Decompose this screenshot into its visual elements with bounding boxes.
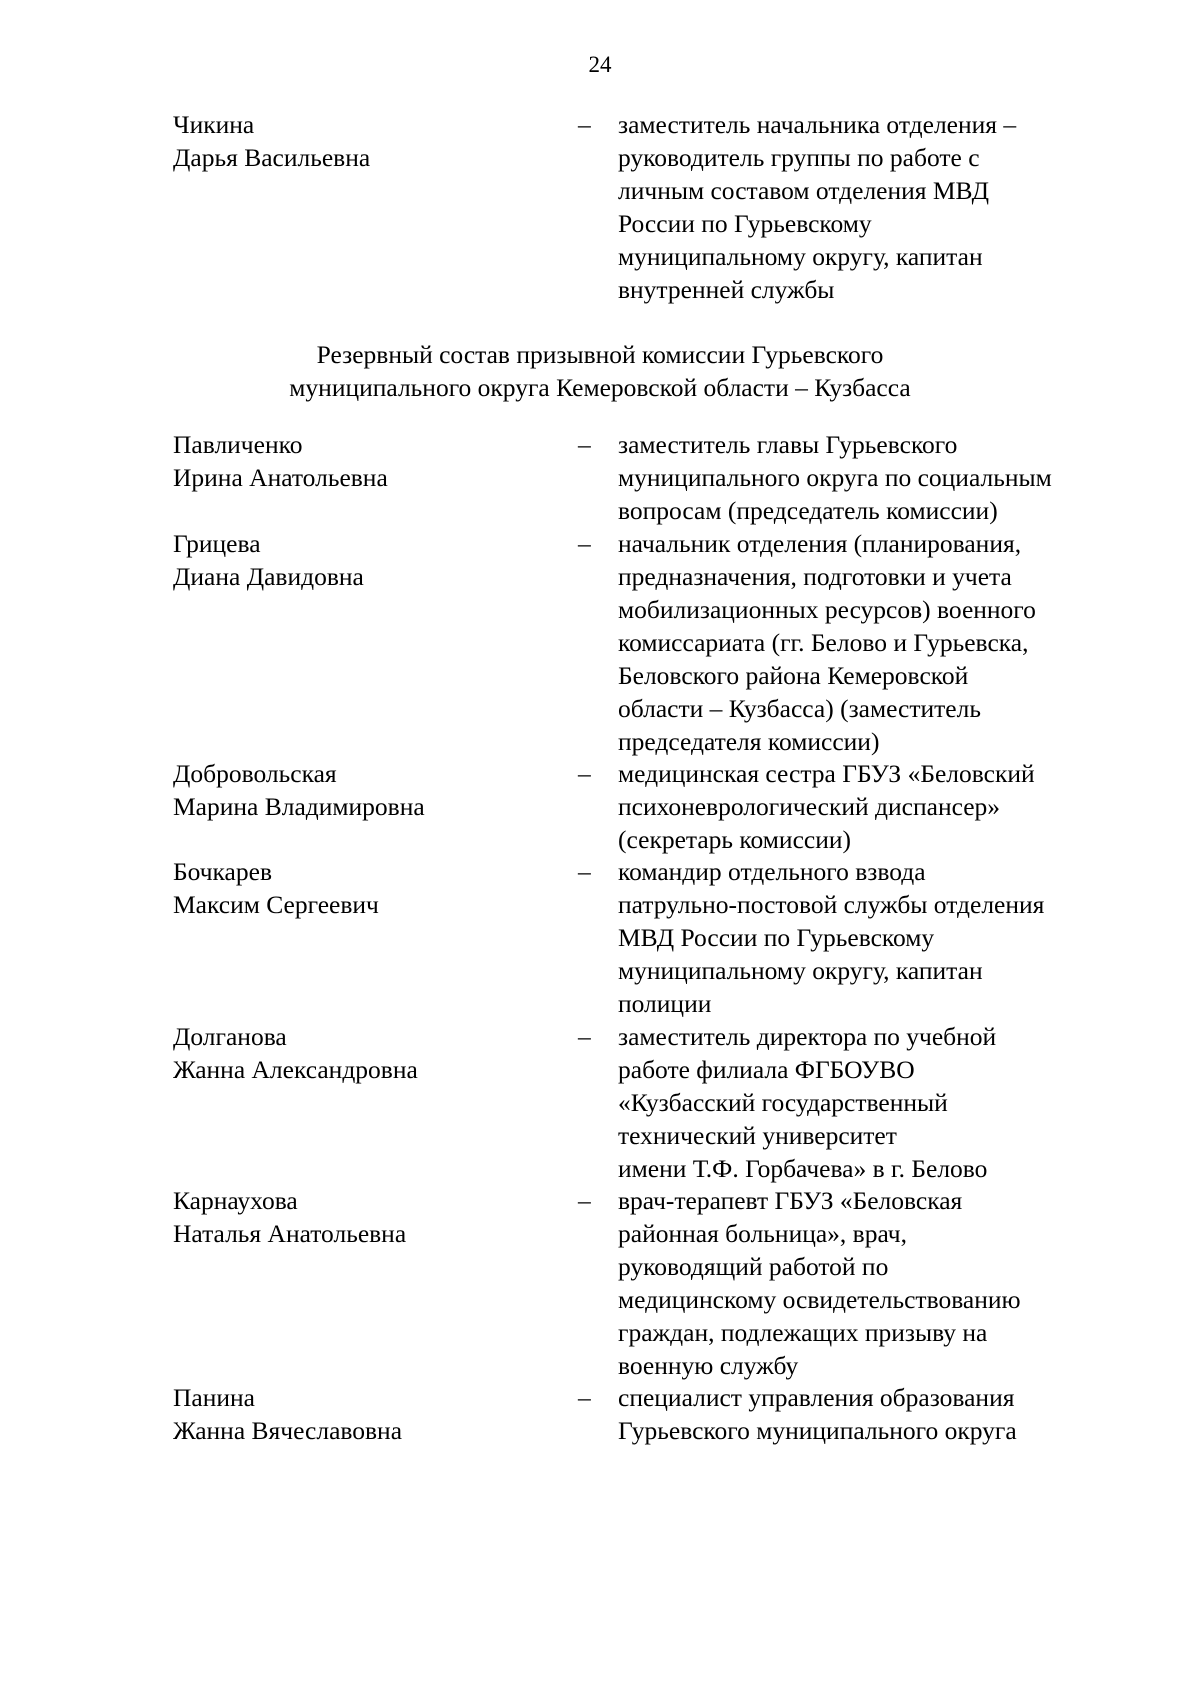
role-line: начальник отделения (планирования,	[618, 529, 1022, 558]
section-heading-line: Резервный состав призывной комиссии Гурьевского	[316, 340, 884, 369]
member-given-name: Дарья Васильевна	[173, 143, 371, 172]
dash-separator: –	[578, 529, 591, 558]
section-heading	[0, 338, 1200, 404]
member-name	[173, 1184, 573, 1250]
role-line: предназначения, подготовки и учета	[618, 562, 1012, 591]
role-line: психоневрологический диспансер»	[618, 792, 1001, 821]
role-line: заместитель директора по учебной	[618, 1022, 997, 1051]
role-line: патрульно-постовой службы отделения	[618, 890, 1045, 919]
member-given-name: Ирина Анатольевна	[173, 463, 388, 492]
role-line: внутренней службы	[618, 275, 835, 304]
role-line: военную службу	[618, 1351, 799, 1380]
role-line: личным составом отделения МВД	[618, 176, 989, 205]
dash-separator: –	[578, 1383, 591, 1412]
role-line: имени Т.Ф. Горбачева» в г. Белово	[618, 1154, 988, 1183]
dash-separator: –	[578, 857, 591, 886]
role-line: муниципальному округу, капитан	[618, 242, 983, 271]
page-number: 24	[588, 52, 612, 77]
role-line: МВД России по Гурьевскому	[618, 923, 935, 952]
member-given-name: Максим Сергеевич	[173, 890, 379, 919]
member-given-name: Марина Владимировна	[173, 792, 425, 821]
role-line: заместитель главы Гурьевского	[618, 430, 958, 459]
dash-separator: –	[578, 759, 591, 788]
role-line: врач-терапевт ГБУЗ «Беловская	[618, 1186, 963, 1215]
role-line: медицинскому освидетельствованию	[618, 1285, 1021, 1314]
member-role	[618, 855, 1118, 1020]
role-line: Гурьевского муниципального округа	[618, 1416, 1017, 1445]
member-surname: Долганова	[173, 1022, 287, 1051]
member-surname: Грицева	[173, 529, 261, 558]
member-name	[173, 108, 573, 174]
role-line: медицинская сестра ГБУЗ «Беловский	[618, 759, 1035, 788]
dash-separator: –	[578, 1186, 591, 1215]
member-surname: Добровольская	[173, 759, 337, 788]
role-line: руководитель группы по работе с	[618, 143, 980, 172]
role-line: командир отдельного взвода	[618, 857, 926, 886]
section-heading-line: муниципального округа Кемеровской области – Кузбасса	[289, 373, 911, 402]
role-line: руководящий работой по	[618, 1252, 889, 1281]
member-name	[173, 757, 573, 823]
member-surname: Павличенко	[173, 430, 303, 459]
member-given-name: Жанна Александровна	[173, 1055, 418, 1084]
member-role	[618, 757, 1118, 856]
member-given-name: Жанна Вячеславовна	[173, 1416, 403, 1445]
role-line: граждан, подлежащих призыву на	[618, 1318, 988, 1347]
member-role	[618, 527, 1118, 758]
member-role	[618, 1020, 1118, 1185]
member-surname: Панина	[173, 1383, 255, 1412]
member-surname: Карнаухова	[173, 1186, 298, 1215]
member-surname: Бочкарев	[173, 857, 272, 886]
role-line: председателя комиссии)	[618, 727, 880, 756]
role-line: районная больница», врач,	[618, 1219, 907, 1248]
role-line: специалист управления образования	[618, 1383, 1015, 1412]
dash-separator: –	[578, 110, 591, 139]
member-name	[173, 428, 573, 494]
role-line: полиции	[618, 989, 712, 1018]
role-line: вопросам (председатель комиссии)	[618, 496, 998, 525]
member-role	[618, 108, 1118, 306]
role-line: (секретарь комиссии)	[618, 825, 851, 854]
role-line: России по Гурьевскому	[618, 209, 872, 238]
role-line: технический университет	[618, 1121, 897, 1150]
role-line: «Кузбасский государственный	[618, 1088, 948, 1117]
role-line: комиссариата (гг. Белово и Гурьевска,	[618, 628, 1029, 657]
member-role	[618, 428, 1118, 527]
member-name	[173, 1381, 573, 1447]
role-line: муниципальному округу, капитан	[618, 956, 983, 985]
dash-separator: –	[578, 1022, 591, 1051]
member-name	[173, 1020, 573, 1086]
member-role	[618, 1381, 1118, 1447]
member-surname: Чикина	[173, 110, 255, 139]
member-name	[173, 527, 573, 593]
role-line: Беловского района Кемеровской	[618, 661, 969, 690]
member-given-name: Диана Давидовна	[173, 562, 364, 591]
dash-separator: –	[578, 430, 591, 459]
role-line: муниципального округа по социальным	[618, 463, 1052, 492]
member-given-name: Наталья Анатольевна	[173, 1219, 407, 1248]
role-line: работе филиала ФГБОУВО	[618, 1055, 915, 1084]
member-role	[618, 1184, 1118, 1382]
role-line: области – Кузбасса) (заместитель	[618, 694, 981, 723]
role-line: заместитель начальника отделения –	[618, 110, 1017, 139]
role-line: мобилизационных ресурсов) военного	[618, 595, 1036, 624]
member-name	[173, 855, 573, 921]
